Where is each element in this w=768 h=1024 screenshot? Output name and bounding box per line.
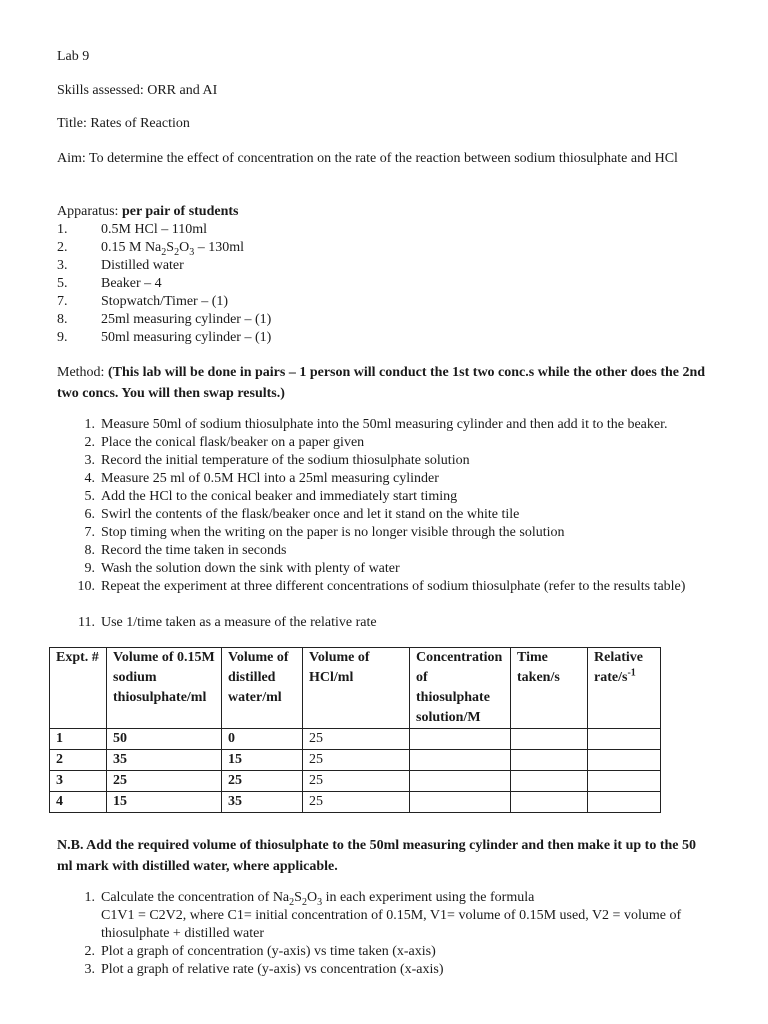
apparatus-item: 2. 0.15 M $Na_2S_2O_3 - 130ml$ <box>57 240 244 258</box>
apparatus-item: 3. Distilled water <box>57 258 184 273</box>
method-step: 7. Stop timing when the writing on the paper is no longer visible through the solution <box>84 525 565 540</box>
apparatus-item: 8. 25ml measuring cylinder – (1) <box>57 312 272 327</box>
method-step: 4. Measure 25 ml of 0.5M HCl into a 25ml measuring cylinder <box>84 471 439 486</box>
method-step: 2. Place the conical flask/beaker on a paper given <box>84 435 365 450</box>
nb-note: N.B. Add the required volume of thiosulphate to the 50ml measuring cylinder and then make it up to the 50 ml mark with distilled water, where applicable. <box>57 838 696 874</box>
apparatus-item: 5. Beaker – 4 <box>57 276 162 291</box>
header-cell: Expt. # <box>50 648 107 729</box>
table-row: 4 15 35 25 <box>50 792 661 813</box>
lab-number: Lab 9 <box>57 49 90 64</box>
method-step: 10. Repeat the experiment at three different concentrations of sodium thiosulphate (refer to the results table) <box>77 579 686 594</box>
header-cell: Relative rate/$s^{-1}$ <box>588 648 661 729</box>
method-note: (This lab will be done in pairs – 1 person will conduct the 1st two conc.s while the other does the 2nd two concs. You will then swap results.) <box>57 365 706 401</box>
method-step: 8. Record the time taken in seconds <box>84 543 287 558</box>
table-row: 3 25 25 25 <box>50 771 661 792</box>
apparatus-list <box>57 221 717 347</box>
method-step: 6. Swirl the contents of the flask/beaker once and let it stand on the white tile <box>84 507 520 522</box>
analysis-step: 1. Calculate the concentration of $Na_2S_2O_3$ in each experiment using the formula C1V1 = C2V2, where C1= initial concentration of 0.15M, V1= volume of 0.15M used, V2 = volume of thiosulphate + distilled water <box>84 890 682 941</box>
method-heading <box>57 362 712 404</box>
table-header-row <box>50 648 661 729</box>
header-cell: Volume of distilled water/ml <box>222 648 303 729</box>
aim-text: Aim: To determine the effect of concentration on the rate of the reaction between sodium thiosulphate and HCl <box>57 151 678 166</box>
analysis-step: 2. Plot a graph of concentration (y-axis) vs time taken (x-axis) <box>84 944 436 959</box>
skills-assessed: Skills assessed: ORR and AI <box>57 83 218 98</box>
header-cell: Time taken/s <box>511 648 588 729</box>
apparatus-heading <box>57 203 239 221</box>
method-label: Method: <box>57 365 108 380</box>
method-step: 5. Add the HCl to the conical beaker and immediately start timing <box>84 489 458 504</box>
method-steps <box>57 416 717 632</box>
apparatus-item: 7. Stopwatch/Timer – (1) <box>57 294 229 309</box>
results-table <box>49 647 661 813</box>
analysis-step: 3. Plot a graph of relative rate (y-axis) vs concentration (x-axis) <box>84 962 444 977</box>
table-row: 1 50 0 25 <box>50 729 661 750</box>
apparatus-item: 9. 50ml measuring cylinder – (1) <box>57 330 272 345</box>
header-cell: Volume of 0.15M sodium thiosulphate/ml <box>107 648 222 729</box>
apparatus-note: per pair of students <box>121 204 239 219</box>
table-row: 2 35 15 25 <box>50 750 661 771</box>
analysis-steps <box>57 889 717 979</box>
apparatus-label: Apparatus: <box>57 204 122 219</box>
formula-line: C1V1 = C2V2, where C1= initial concentration of 0.15M, V1= volume of 0.15M used, V2 = volume of thiosulphate + distilled water <box>101 908 682 941</box>
method-step: 3. Record the initial temperature of the sodium thiosulphate solution <box>84 453 470 468</box>
apparatus-item: 1. 0.5M HCl – 110ml <box>57 222 208 237</box>
method-step: 1. Measure 50ml of sodium thiosulphate into the 50ml measuring cylinder and then add it to the beaker. <box>84 417 668 432</box>
method-step: 9. Wash the solution down the sink with plenty of water <box>84 561 400 576</box>
lab-title: Title: Rates of Reaction <box>57 116 190 131</box>
method-step: 11. Use 1/time taken as a measure of the relative rate <box>78 615 377 630</box>
header-cell: Volume of HCl/ml <box>303 648 410 729</box>
header-cell: Concentration of thiosulphate solution/M <box>410 648 511 729</box>
